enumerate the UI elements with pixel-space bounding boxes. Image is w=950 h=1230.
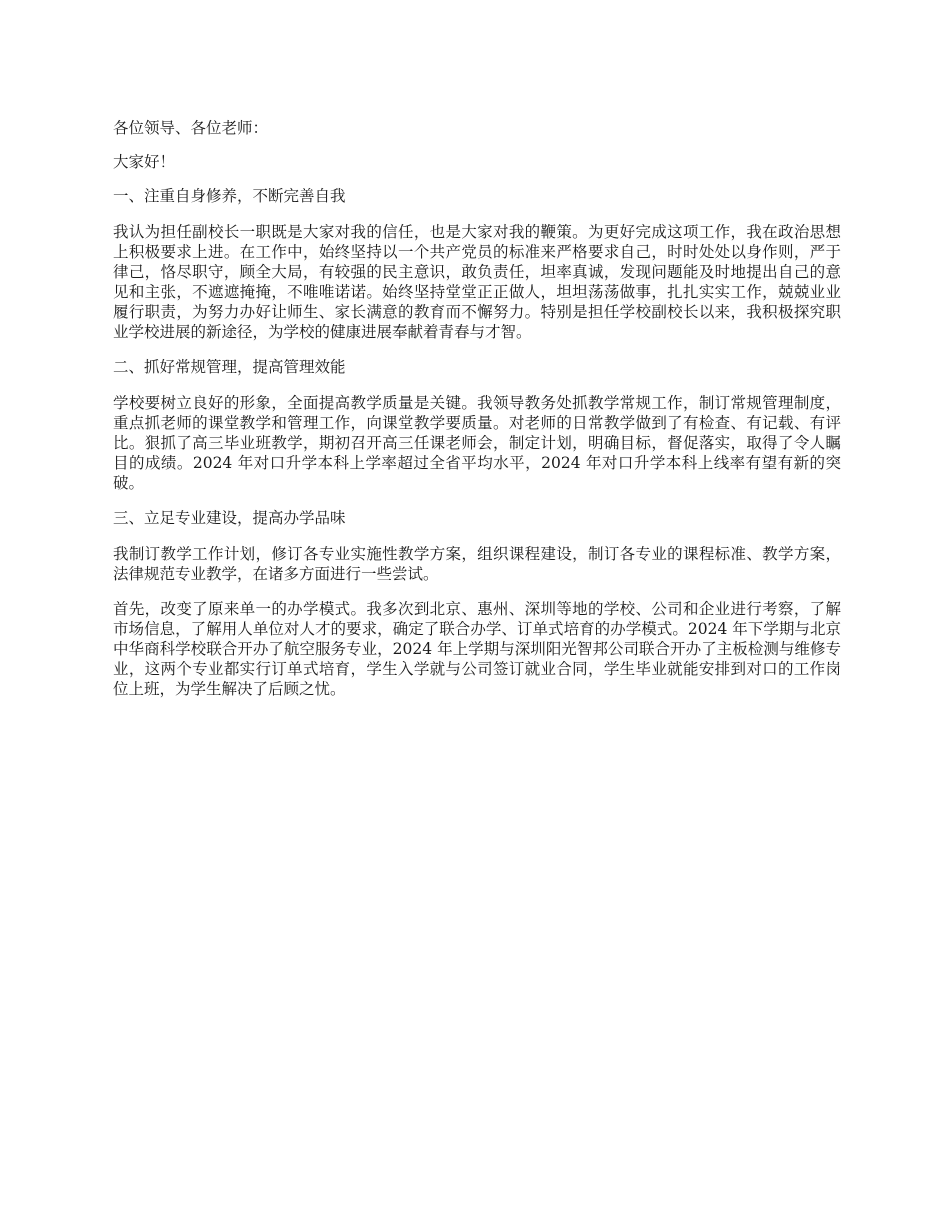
section-3-heading: 三、立足专业建设，提高办学品味 — [113, 509, 346, 527]
section-1-heading: 一、注重自身修养，不断完善自我 — [113, 187, 346, 205]
section-3-body-1: 我制订教学工作计划，修订各专业实施性教学方案，组织课程建设，制订各专业的课程标准、教学方案，法律规范专业教学，在诸多方面进行一些尝试。 — [113, 545, 841, 583]
document-body — [113, 118, 841, 714]
section-1-body: 我认为担任副校长一职既是大家对我的信任，也是大家对我的鞭策。为更好完成这项工作，我在政治思想上积极要求上进。在工作中，始终坚持以一个共产党员的标准来严格要求自己，时时处处以身作则，严于律己，恪尽职守，顾全大局，有较强的民主意识，敢负责任，坦率真诚，发现问题能及时地提出自己的意见和主张，不遮遮掩掩，不唯唯诺诺。始终坚持堂堂正正做人，坦坦荡荡做事，扎扎实实工作，兢兢业业履行职责，为努力办好让师生、家长满意的教育而不懈努力。特别是担任学校副校长以来，我积极探究职业学校进展的新途径，为学校的健康进展奉献着青春与才智。 — [113, 223, 841, 341]
section-3-body-2: 首先，改变了原来单一的办学模式。我多次到北京、惠州、深圳等地的学校、公司和企业进行考察，了解市场信息，了解用人单位对人才的要求，确定了联合办学、订单式培育的办学模式。2024 年下学期与北京中华商科学校联合开办了航空服务专业，2024 年上学期与深圳阳光智邦公司联合开办了主板检测与维修专业，这两个专业都实行订单式培育，学生入学就与公司签订就业合同，学生毕业就能安排到对口的工作岗位上班，为学生解决了后顾之忧。 — [113, 600, 841, 698]
section-2-body: 学校要树立良好的形象，全面提高教学质量是关键。我领导教务处抓教学常规工作，制订常规管理制度，重点抓老师的课堂教学和管理工作，向课堂教学要质量。对老师的日常教学做到了有检查、有记载、有评比。狠抓了高三毕业班教学，期初召开高三任课老师会，制定计划，明确目标，督促落实，取得了令人瞩目的成绩。2024 年对口升学本科上学率超过全省平均水平，2024 年对口升学本科上线率有望有新的突破。 — [113, 394, 841, 492]
section-2-heading: 二、抓好常规管理，提高管理效能 — [113, 358, 346, 376]
greeting: 大家好！ — [113, 153, 176, 171]
salutation: 各位领导、各位老师： — [113, 119, 269, 137]
